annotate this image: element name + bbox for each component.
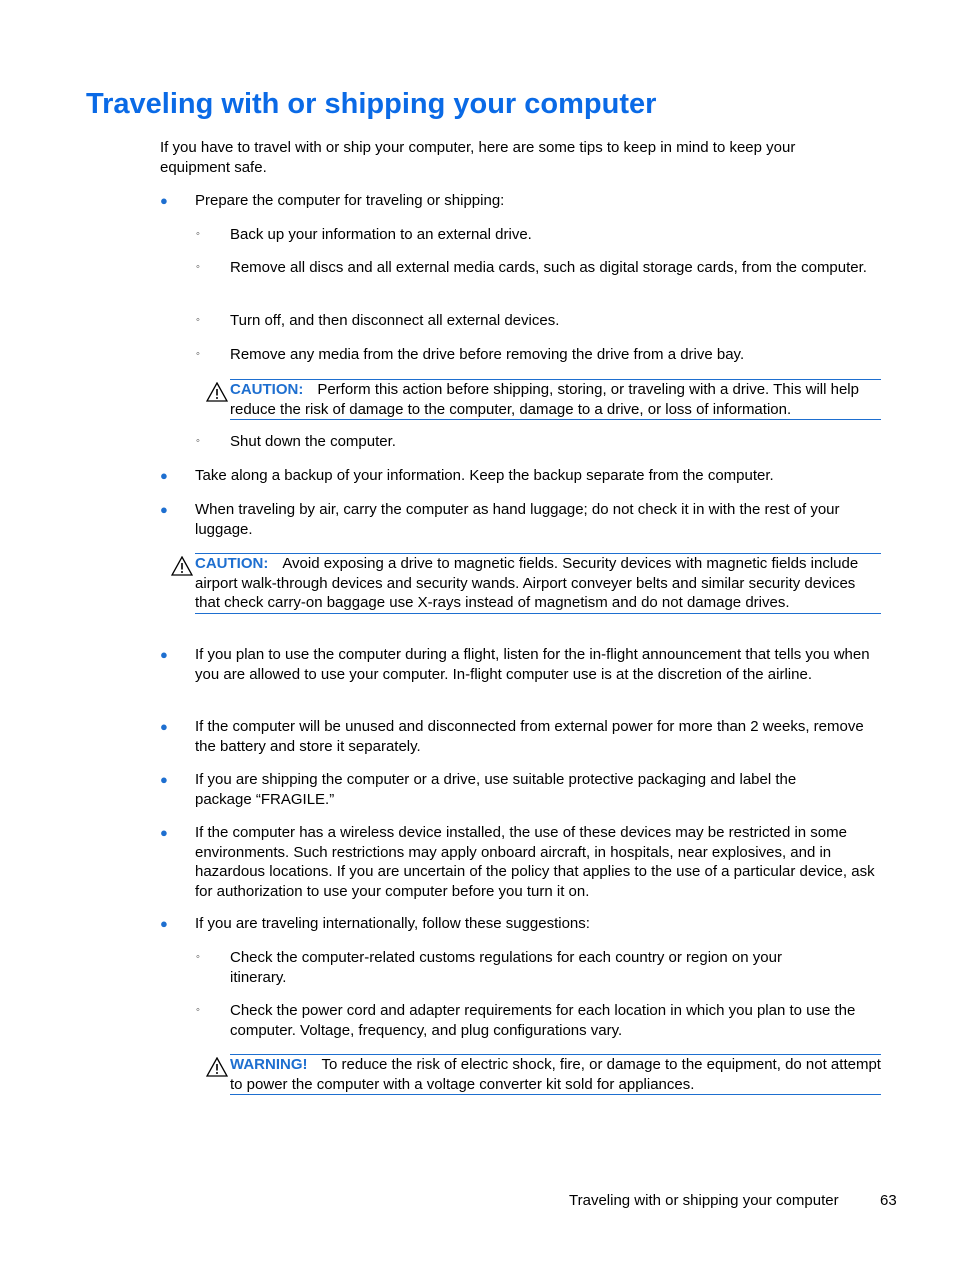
subitem-remove-media: Remove any media from the drive before removing the drive from a drive bay. — [230, 346, 745, 363]
bullet-shipping: If you are shipping the computer or a drive, use suitable protective packaging and label the package “FRAGILE.” — [195, 771, 797, 808]
bullet-icon: ● — [160, 825, 168, 840]
subitem-power-cord: Check the power cord and adapter requirements for each location in which you plan to use the computer. Voltage, frequency, and plug configurations vary. — [230, 1002, 856, 1039]
sub-bullet-icon: ◦ — [196, 951, 200, 963]
bullet-backup: Take along a backup of your information. Keep the backup separate from the computer. — [195, 467, 774, 484]
sub-bullet-icon: ◦ — [196, 314, 200, 326]
page-number: 63 — [880, 1192, 897, 1209]
caution-callout — [195, 553, 881, 614]
subitem-remove-discs: Remove all discs and all external media cards, such as digital storage cards, from the computer. — [230, 259, 867, 276]
sub-bullet-icon: ◦ — [196, 261, 200, 273]
bullet-icon: ● — [160, 916, 168, 931]
sub-bullet-icon: ◦ — [196, 348, 200, 360]
sub-bullet-icon: ◦ — [196, 435, 200, 447]
warning-label: WARNING! — [230, 1056, 308, 1073]
caution-text: Avoid exposing a drive to magnetic fields. Security devices with magnetic fields include airport walk-through devices and security wands. Airport conveyer belts and similar security devices that check carry-on baggage use X-rays instead of magnetism and do not damage drives. — [195, 555, 859, 611]
bullet-icon: ● — [160, 647, 168, 662]
warning-callout — [230, 1054, 881, 1095]
bullet-icon: ● — [160, 772, 168, 787]
subitem-backup: Back up your information to an external drive. — [230, 226, 532, 243]
warning-icon — [206, 1057, 228, 1077]
caution-callout — [230, 379, 881, 420]
subitem-turn-off: Turn off, and then disconnect all external devices. — [230, 312, 560, 329]
bullet-icon: ● — [160, 502, 168, 517]
bullet-prepare: Prepare the computer for traveling or shipping: — [195, 192, 505, 209]
page-title: Traveling with or shipping your computer — [86, 88, 657, 120]
bullet-air-travel: When traveling by air, carry the computer as hand luggage; do not check it in with the rest of your luggage. — [195, 501, 840, 538]
bullet-icon: ● — [160, 719, 168, 734]
sub-bullet-icon: ◦ — [196, 1004, 200, 1016]
sub-bullet-icon: ◦ — [196, 228, 200, 240]
caution-label: CAUTION: — [195, 555, 269, 572]
bullet-battery: If the computer will be unused and disconnected from external power for more than 2 weeks, remove the battery and store it separately. — [195, 718, 864, 755]
bullet-icon: ● — [160, 468, 168, 483]
subitem-shut-down: Shut down the computer. — [230, 433, 396, 450]
caution-label: CAUTION: — [230, 381, 304, 398]
bullet-wireless: If the computer has a wireless device installed, the use of these devices may be restricted in some environments. Such restrictions may apply onboard aircraft, in hospitals, near explosives, and in hazardous locations. If you are uncertain of the policy that applies to the use of a particular device, ask for authorization to use your computer before you turn it on. — [195, 824, 875, 900]
warning-text: To reduce the risk of electric shock, fire, or damage to the equipment, do not attempt to power the computer with a voltage converter kit sold for appliances. — [230, 1056, 881, 1093]
caution-icon — [206, 382, 228, 402]
bullet-international: If you are traveling internationally, follow these suggestions: — [195, 915, 590, 932]
caution-text: Perform this action before shipping, storing, or traveling with a drive. This will help reduce the risk of damage to the computer, damage to a drive, or loss of information. — [230, 381, 859, 418]
footer-title: Traveling with or shipping your computer — [569, 1192, 839, 1209]
caution-icon — [171, 556, 193, 576]
bullet-icon: ● — [160, 193, 168, 208]
bullet-flight: If you plan to use the computer during a flight, listen for the in-flight announcement that tells you when you are allowed to use your computer. In-flight computer use is at the discretion of the airline. — [195, 646, 870, 683]
intro-text: If you have to travel with or ship your computer, here are some tips to keep in mind to keep your equipment safe. — [160, 139, 796, 176]
subitem-customs: Check the computer-related customs regulations for each country or region on your itinerary. — [230, 949, 782, 986]
